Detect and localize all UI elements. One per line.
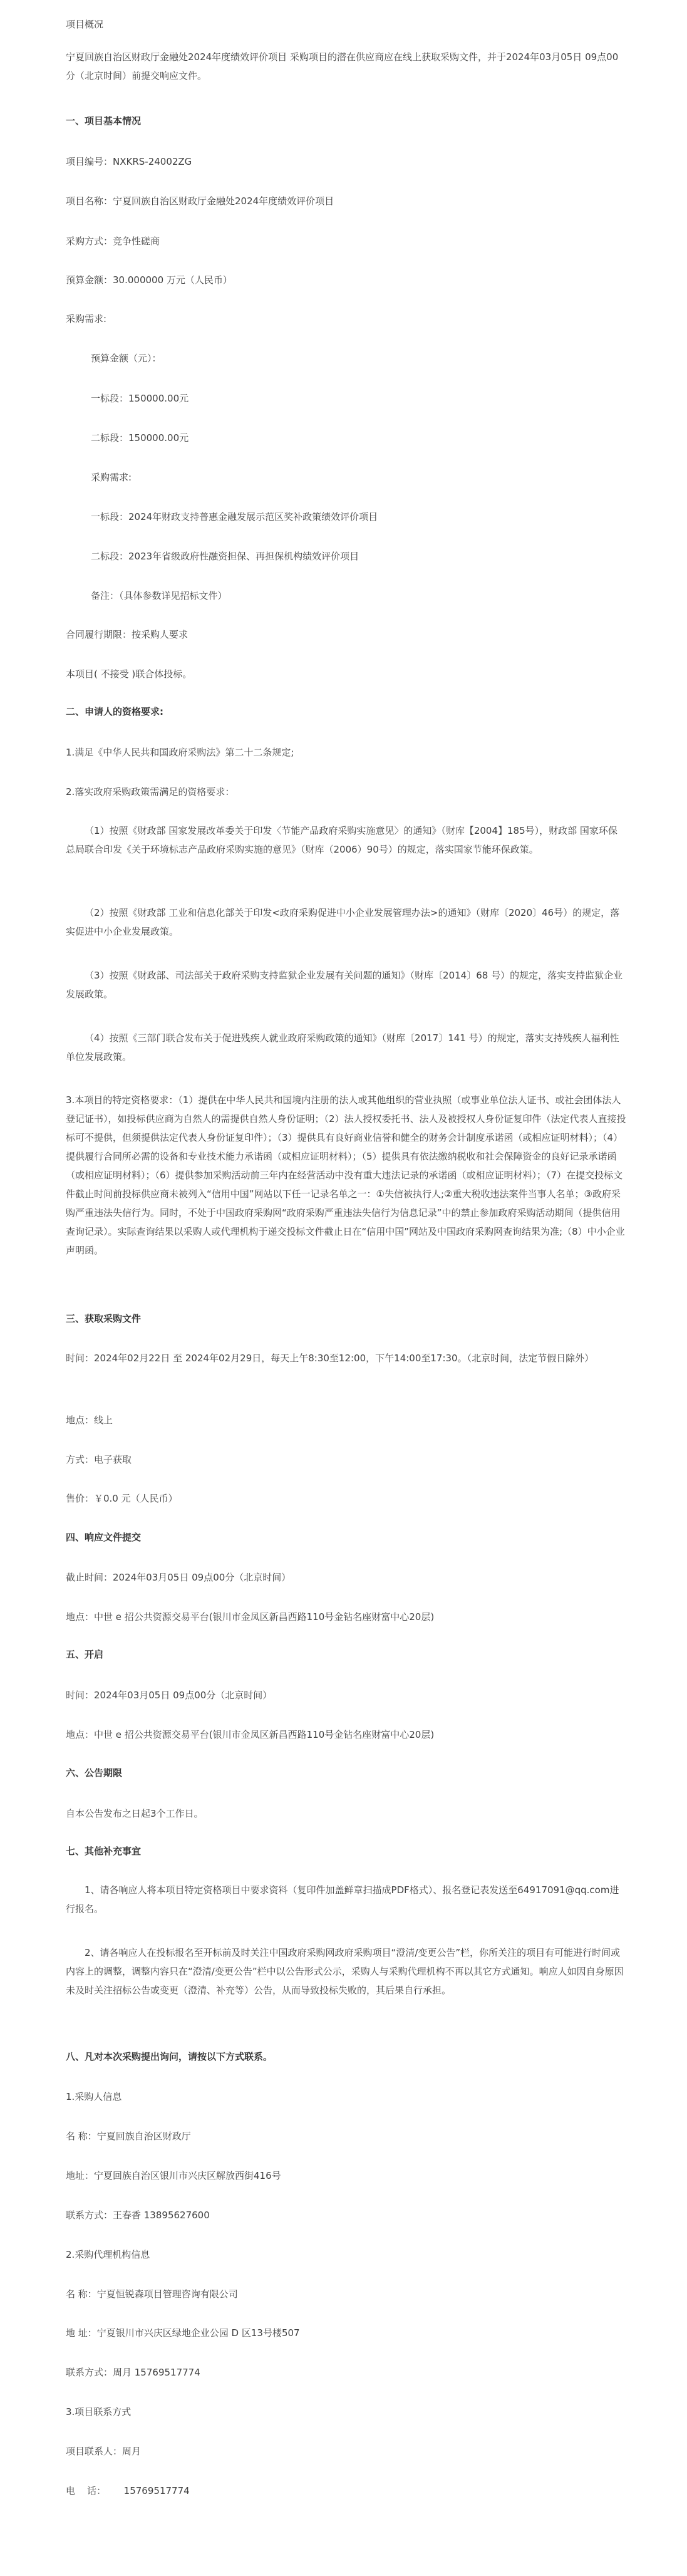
section7-heading: 七、其他补充事宜: [66, 1846, 142, 1857]
opening-place: 地点：中世 e 招公共资源交易平台(银川市金凤区新昌西路110号金钻名座财富中心20层): [66, 1729, 435, 1740]
lot2-budget: 二标段：150000.00元: [91, 432, 189, 444]
announcement-period: 自本公告发布之日起3个工作日。: [66, 1808, 204, 1819]
section6-heading: 六、公告期限: [66, 1767, 123, 1779]
acquisition-time: 时间：2024年02月22日 至 2024年02月29日，每天上午8:30至12:00，下午14:00至17:30。（北京时间，法定节假日除外）: [66, 1353, 594, 1364]
buyer-info-heading: 1.采购人信息: [66, 2091, 122, 2102]
submission-place: 地点：中世 e 招公共资源交易平台(银川市金凤区新昌西路110号金钻名座财富中心20层): [66, 1611, 435, 1623]
policy-2: （2）按照《财政部 工业和信息化部关于印发<政府采购促进中小企业发展管理办法>的通知》（财库〔2020〕46号）的规定，落实促进中小企业发展政策。: [66, 907, 620, 937]
qualification-2: 2.落实政府采购政策需满足的资格要求：: [66, 786, 235, 797]
project-contact-phone: 电 话： 15769517774: [66, 2485, 190, 2496]
demand-note: 备注：（具体参数详见招标文件）: [91, 590, 227, 601]
policy-3: （3）按照《财政部、司法部关于政府采购支持监狱企业发展有关问题的通知》（财库〔2014〕68 号）的规定，落实支持监狱企业发展政策。: [66, 970, 623, 1000]
buyer-address: 地址：宁夏回族自治区银川市兴庆区解放西街416号: [66, 2170, 281, 2181]
section4-heading: 四、响应文件提交: [66, 1532, 142, 1543]
lot2-demand: 二标段：2023年省级政府性融资担保、再担保机构绩效评价项目: [91, 551, 359, 562]
procurement-method: 采购方式：竞争性磋商: [66, 236, 160, 247]
section2-heading: 二、申请人的资格要求:: [66, 706, 163, 717]
overview-intro: 宁夏回族自治区财政厅金融处2024年度绩效评价项目 采购项目的潜在供应商应在线上获取采购文件，并于2024年03月05日 09点00分（北京时间）前提交响应文件。: [66, 51, 619, 81]
agency-name: 名 称：宁夏恒锐森项目管理咨询有限公司: [66, 2288, 238, 2300]
project-number: 项目编号：NXKRS-24002ZG: [66, 156, 192, 167]
section1-heading: 一、项目基本情况: [66, 115, 142, 127]
agency-address: 地 址：宁夏银川市兴庆区绿地企业公园 D 区13号楼507: [66, 2327, 300, 2339]
budget-label: 预算金额（元）：: [91, 353, 162, 364]
budget-amount: 预算金额：30.000000 万元（人民币）: [66, 274, 232, 286]
acquisition-mode: 方式：电子获取: [66, 1454, 132, 1465]
demand-label-2: 采购需求:: [91, 472, 132, 483]
qualification-3: 3.本项目的特定资格要求：（1）提供在中华人民共和国境内注册的法人或其他组织的营业执照（或事业单位法人证书、或社会团体法人登记证书），如投标供应商为自然人的需提供自然人身份证明；（2）法人授权委托书、法人及被授权人身份证复印件（法定代表人直接投标可不提供，但须提供法定代表人身份证复印件）；（3）提供具有良好商业信誉和健全的财务会计制度承诺函（或相应证明材料）；（4）提供履行合同所必需的设备和专业技术能力承诺函（或相应证明材料）；（5）提供具有依法缴纳税收和社会保障资金的良好记录承诺函（或相应证明材料）；（6）提供参加采购活动前三年内在经营活动中没有重大违法记录的承诺函（或相应证明材料）；（7）在提交投标文件截止时间前投标供应商未被列入“信用中国”网站以下任一记录名单之一：①失信被执行人;②重大税收违法案件当事人名单；③政府采购严重违法失信行为。同时，不处于中国政府采购网“政府采购严重违法失信行为信息记录”中的禁止参加政府采购活动期间（提供信用查询记录）。实际查询结果以采购人或代理机构于递交投标文件截止日在“信用中国”网站及中国政府采购网查询结果为准;（8）中小企业声明函。: [66, 1094, 626, 1256]
overview-heading: 项目概况: [66, 19, 104, 30]
contract-period: 合同履行期限：按采购人要求: [66, 629, 189, 640]
supplement-2: 2、请各响应人在投标报名至开标前及时关注中国政府采购网政府采购项目“澄清/变更公告”栏，你所关注的项目有可能进行时间或内容上的调整，调整内容只在“澄清/变更公告”栏中以公告形式公示，采购人与采购代理机构不再以其它方式通知。响应人如因自身原因未及时关注招标公告或变更（澄清、补充等）公告，从而导致投标失败的，其后果自行承担。: [66, 1947, 624, 1996]
lot1-budget: 一标段：150000.00元: [91, 393, 189, 404]
section8-heading: 八、凡对本次采购提出询问，请按以下方式联系。: [66, 2051, 273, 2062]
qualification-1: 1.满足《中华人民共和国政府采购法》第二十二条规定;: [66, 747, 294, 758]
policy-1: （1）按照《财政部 国家发展改革委关于印发〈节能产品政府采购实施意见〉的通知》（财库【2004】185号），财政部 国家环保总局联合印发《关于环境标志产品政府采购实施的意见》（财库（2006）90号）的规定，落实国家节能环保政策。: [66, 825, 617, 855]
project-contact-person: 项目联系人：周月: [66, 2446, 142, 2457]
buyer-contact: 联系方式：王春香 13895627600: [66, 2210, 210, 2221]
submission-deadline: 截止时间：2024年03月05日 09点00分（北京时间）: [66, 1572, 291, 1583]
agency-contact: 联系方式：周月 15769517774: [66, 2367, 200, 2378]
section3-heading: 三、获取采购文件: [66, 1313, 142, 1324]
document-price: 售价：￥0.0 元（人民币）: [66, 1493, 178, 1504]
demand-label: 采购需求:: [66, 313, 107, 325]
policy-4: （4）按照《三部门联合发布关于促进残疾人就业政府采购政策的通知》（财库〔2017〕141 号）的规定，落实支持残疾人福利性单位发展政策。: [66, 1032, 619, 1062]
acquisition-place: 地点：线上: [66, 1415, 113, 1426]
section5-heading: 五、开启: [66, 1649, 104, 1660]
supplement-1: 1、请各响应人将本项目特定资格项目中要求资料（复印件加盖鲜章扫描成PDF格式）、报名登记表发送至64917091@qq.com进行报名。: [66, 1884, 619, 1914]
opening-time: 时间：2024年03月05日 09点00分（北京时间）: [66, 1690, 272, 1701]
lot1-demand: 一标段：2024年财政支持普惠金融发展示范区奖补政策绩效评价项目: [91, 511, 378, 522]
buyer-name: 名 称：宁夏回族自治区财政厅: [66, 2131, 191, 2142]
consortium-statement: 本项目( 不接受 )联合体投标。: [66, 668, 192, 680]
agency-info-heading: 2.采购代理机构信息: [66, 2249, 150, 2260]
project-name: 项目名称：宁夏回族自治区财政厅金融处2024年度绩效评价项目: [66, 195, 334, 207]
project-contact-heading: 3.项目联系方式: [66, 2406, 132, 2418]
